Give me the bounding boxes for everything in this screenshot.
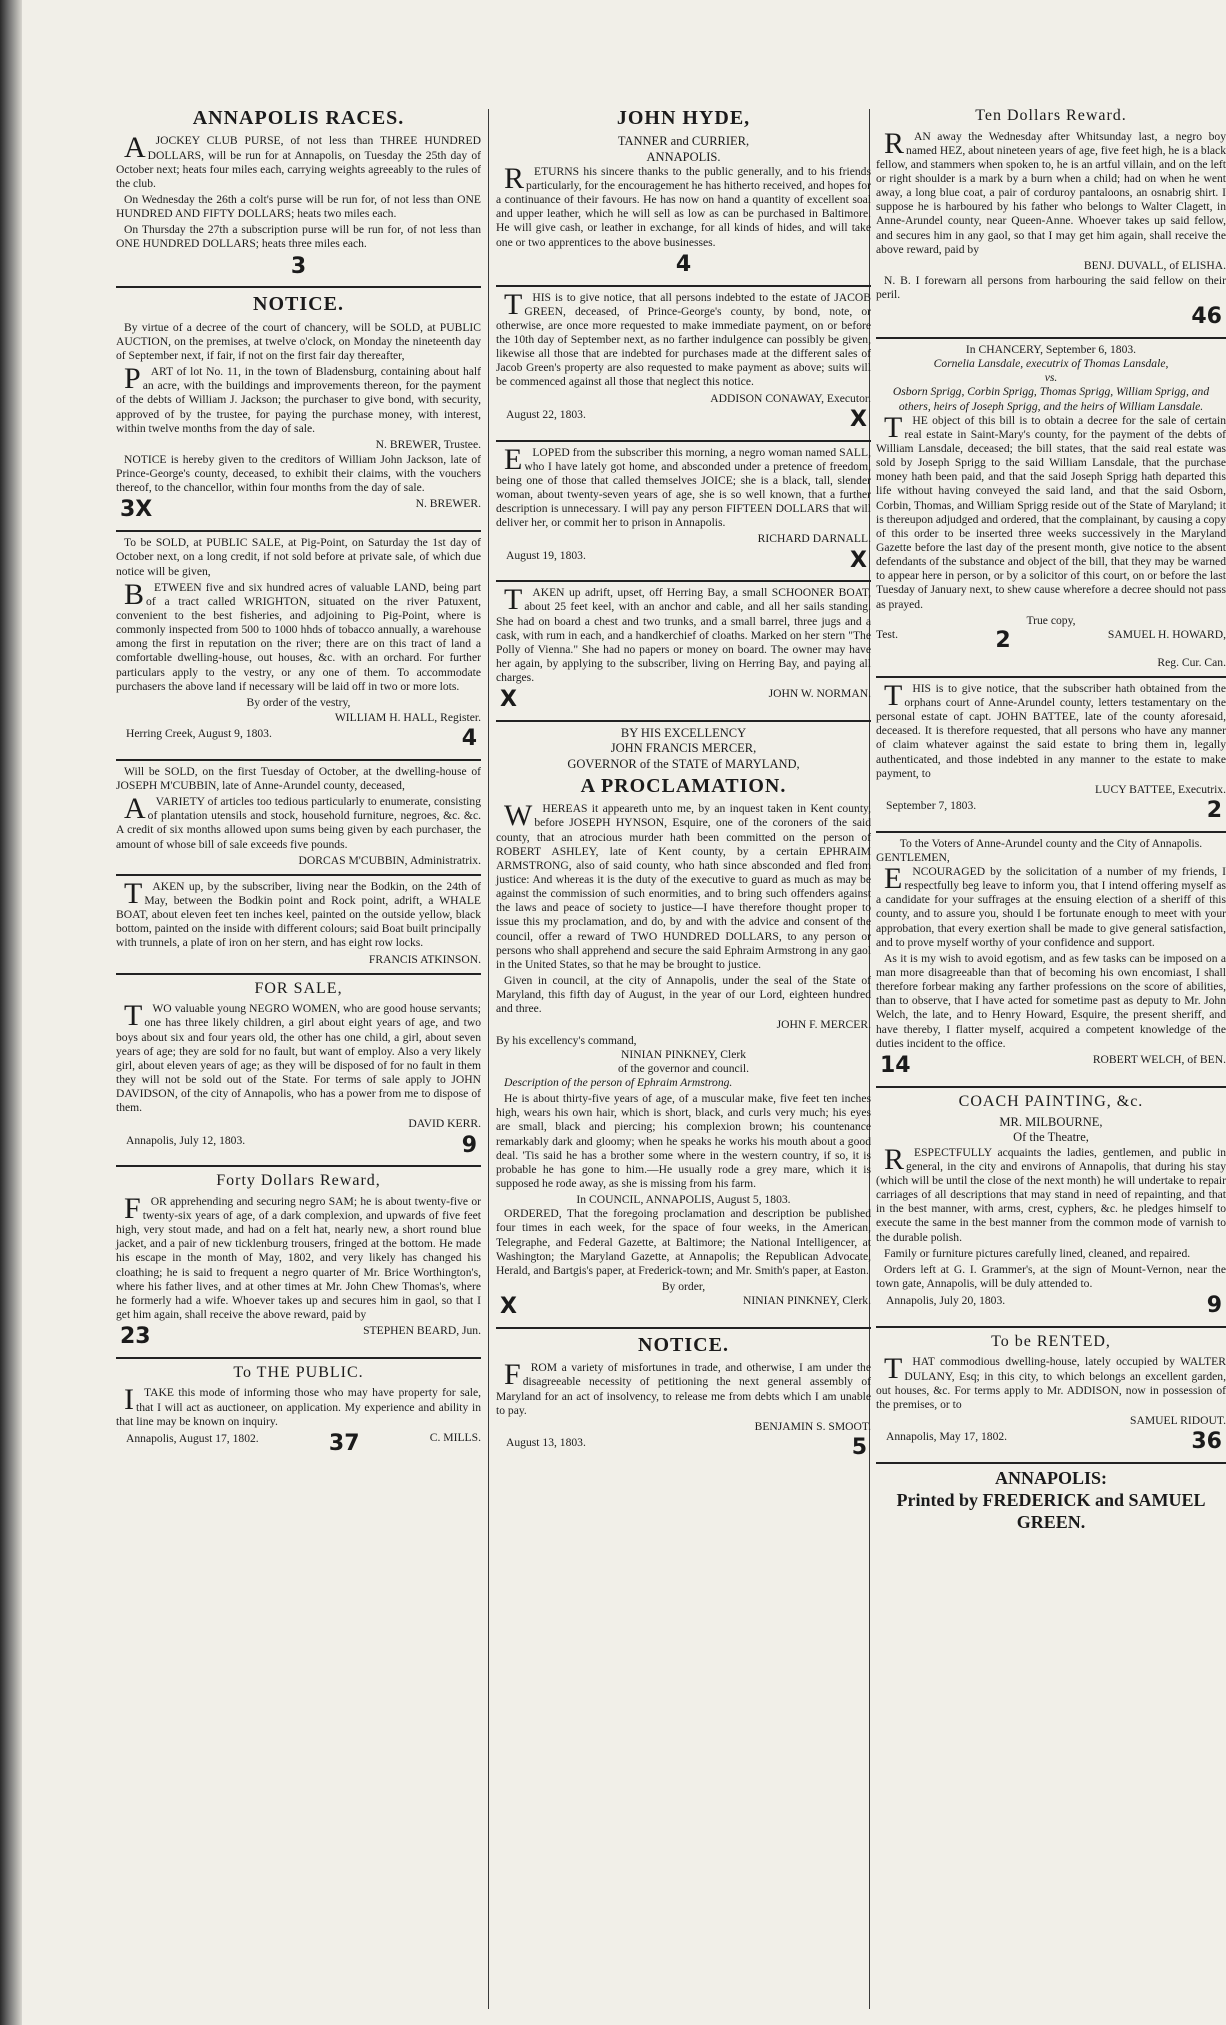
ad-text: FROM a variety of misfortunes in trade, and otherwise, I am under the disagreeable necessity of petitioning the next general assembly of Maryland for an act of insolvency, to release me from debts which I am unable to pay. bbox=[496, 1358, 871, 1417]
divider bbox=[496, 580, 871, 582]
ad-title: NOTICE. bbox=[638, 1333, 729, 1356]
ad-text: To be SOLD, at PUBLIC SALE, at Pig-Point, on Saturday the 1st day of October next, on a long credit, if not sold before at private sale, of which due notice will be given, bbox=[116, 536, 481, 578]
handwritten-mark: 14 bbox=[880, 1052, 911, 1078]
ad-subtitle: In CHANCERY, September 6, 1803. bbox=[965, 343, 1137, 357]
ad-text: Family or furniture pictures carefully lined, cleaned, and repaired. bbox=[884, 1246, 1191, 1260]
handwritten-mark: 2 bbox=[995, 627, 1011, 653]
ad-whale-boat bbox=[116, 876, 481, 967]
ad-eloped bbox=[496, 442, 871, 575]
ad-title: ANNAPOLIS RACES. bbox=[192, 107, 405, 129]
ad-date: August 13, 1803. bbox=[506, 1435, 586, 1449]
ad-title: FOR SALE, bbox=[254, 979, 343, 997]
signature: C. MILLS. bbox=[429, 1430, 481, 1444]
ad-text: By his excellency's command, bbox=[496, 1033, 637, 1047]
ad-text: ELOPED from the subscriber this morning, a negro woman named SALL, who I have lately got home, and absconded under a pretence of freedom, being one of those that called themselves JOICE; she is a black, tall, slender woman, about twenty-seven years of age, she is so well known, that a further description is unnecessary. I will pay any person FIFTEEN DOLLARS that will deliver her, or commit her to prison in Annapolis. bbox=[496, 442, 871, 530]
ad-text: NINIAN PINKNEY, Clerk bbox=[620, 1047, 747, 1061]
handwritten-mark: X bbox=[500, 1294, 517, 1320]
ad-text: ITAKE this mode of informing those who may have property for sale, that I will act as auctioneer, on application. My experience and ability in that line may be known on inquiry. bbox=[116, 1383, 481, 1428]
ad-coach-painting bbox=[876, 1092, 1226, 1320]
signature: DORCAS M'CUBBIN, Administratrix. bbox=[298, 853, 481, 867]
ad-subtitle: TANNER and CURRIER, bbox=[617, 134, 750, 149]
ad-subtitle: ANNAPOLIS. bbox=[646, 149, 721, 164]
divider bbox=[876, 1462, 1226, 1464]
signature: SAMUEL RIDOUT. bbox=[1130, 1414, 1226, 1428]
ad-date: Annapolis, May 17, 1802. bbox=[886, 1430, 1008, 1444]
signature: BENJAMIN S. SMOOT. bbox=[754, 1419, 871, 1433]
divider bbox=[876, 1326, 1226, 1328]
ad-date: Herring Creek, August 9, 1803. bbox=[126, 727, 272, 741]
ad-schooner-boat bbox=[496, 583, 871, 714]
signature: N. BREWER, Trustee. bbox=[375, 437, 481, 451]
handwritten-mark: X bbox=[850, 547, 867, 573]
ad-title: Ten Dollars Reward. bbox=[975, 107, 1127, 124]
divider bbox=[876, 337, 1226, 339]
signature: LUCY BATTEE, Executrix. bbox=[1095, 782, 1226, 796]
ad-john-hyde bbox=[496, 106, 871, 279]
ad-text: By order of the vestry, bbox=[246, 695, 351, 709]
divider bbox=[116, 1165, 481, 1167]
handwritten-mark: 3 bbox=[290, 253, 307, 279]
ad-chancery bbox=[876, 343, 1226, 670]
signature: JOHN F. MERCER. bbox=[776, 1018, 871, 1032]
ad-title: To THE PUBLIC. bbox=[233, 1363, 364, 1381]
ad-smoot-notice bbox=[496, 1333, 871, 1462]
ad-subtitle: Of the Theatre, bbox=[1013, 1130, 1089, 1145]
ad-text: THIS is to give notice, that the subscriber hath obtained from the orphans court of Anne-Arundel county, letters testamentary on the personal estate of capt. JOHN BATTEE, late of the county aforesaid, deceased. It is therefore requested, that all persons who have any manner of claim whatever against the said estate to bring them in, legally authenticated, and those indebted in any manner to the estate to make payment, to bbox=[876, 678, 1226, 780]
imprint-place: ANNAPOLIS: bbox=[994, 1468, 1107, 1488]
divider bbox=[876, 1086, 1226, 1088]
ad-text: By virtue of a decree of the court of chancery, will be SOLD, at PUBLIC AUCTION, on the premises, at twelve o'clock, on Monday the nineteenth day of September next, if fair, if not on the first fair day thereafter, bbox=[116, 320, 481, 363]
divider bbox=[496, 720, 871, 722]
ad-text: NOTICE is hereby given to the creditors of William John Jackson, late of Prince-George's county, deceased, to exhibit their claims, with the vouchers thereof, to the chancellor, within four months from the day of sale. bbox=[116, 453, 481, 495]
signature: WILLIAM H. HALL, Register. bbox=[334, 710, 481, 724]
ad-text: N. B. I forewarn all persons from harbouring the said fellow on their peril. bbox=[876, 273, 1226, 302]
handwritten-mark: X bbox=[500, 687, 517, 713]
handwritten-mark: 3X bbox=[120, 497, 153, 523]
ad-for-sale bbox=[116, 979, 481, 1160]
divider bbox=[116, 530, 481, 532]
ad-text: AVARIETY of articles too tedious particularly to enumerate, consisting of plantation utensils and stock, household furniture, negroes, &c. &c. A credit of six months allowed upon sums being given by each purchaser, the amount of whose bill of sale exceeds five pounds. bbox=[116, 792, 481, 851]
ad-subtitle: GOVERNOR of the STATE of MARYLAND, bbox=[567, 756, 800, 771]
handwritten-mark: 2 bbox=[1206, 797, 1222, 823]
ad-text: As it is my wish to avoid egotism, and as few tasks can be imposed on a man more disagreeable than that of becoming his own encomiast, I shall therefore forbear making any farther professions on the score of abilities, than to observe, that I have acted for sometime past as deputy to Mr. John Welch, the late, and to Henry Howard, Esquire, the present sheriff, and have thereby, I flatter myself, acquired a competent knowledge of the duties incident to the office. bbox=[876, 951, 1226, 1050]
ad-text: TAKEN up, by the subscriber, living near the Bodkin, on the 24th of May, between the Bodkin point and Rock point, adrift, a WHALE BOAT, about eleven feet ten inches keel, painted on the outside yellow, black bottom, painted on the inside with different colours; said Boat built principally with trunnels, a plate of iron on her stern, and has eight row locks. bbox=[116, 876, 481, 950]
signature: BENJ. DUVALL, of ELISHA. bbox=[1083, 258, 1226, 272]
divider bbox=[116, 973, 481, 975]
ad-text: By order, bbox=[661, 1279, 706, 1293]
divider bbox=[116, 286, 481, 288]
ad-text: GENTLEMEN, bbox=[876, 850, 950, 864]
divider bbox=[116, 759, 481, 761]
signature: DAVID KERR. bbox=[408, 1117, 481, 1131]
signature: NINIAN PINKNEY, Clerk. bbox=[743, 1294, 871, 1308]
divider bbox=[116, 874, 481, 876]
ad-title: A PROCLAMATION. bbox=[580, 774, 787, 797]
ad-date: Annapolis, August 17, 1802. bbox=[126, 1431, 259, 1445]
handwritten-mark: 9 bbox=[461, 1132, 477, 1158]
ad-date: September 7, 1803. bbox=[886, 798, 977, 812]
divider bbox=[496, 285, 871, 287]
ad-subtitle: Description of the person of Ephraim Armstrong. bbox=[504, 1075, 733, 1089]
ad-text: Given in council, at the city of Annapolis, under the seal of the State of Maryland, this fifth day of August, in the year of our Lord, eighteen hundred and three. bbox=[496, 973, 871, 1016]
handwritten-mark: 23 bbox=[120, 1324, 151, 1350]
ad-text: ENCOURAGED by the solicitation of a number of my friends, I respectfully beg leave to inform you, that I intend offering myself as a candidate for your suffrages at the ensuing election of a sheriff of this county, and to assure you, should I be fortunate enough to meet with your approbation, that every exertion shall be made to give general satisfaction, and to prove myself worthy of your confidence and support. bbox=[876, 862, 1226, 949]
ad-text: Cornelia Lansdale, executrix of Thomas Lansdale, bbox=[933, 357, 1169, 371]
ad-text: Will be SOLD, on the first Tuesday of October, at the dwelling-house of JOSEPH M'CUBBIN, late of Anne-Arundel county, deceased, bbox=[116, 764, 481, 793]
handwritten-mark: 36 bbox=[1191, 1429, 1222, 1455]
ad-text: BETWEEN five and six hundred acres of valuable LAND, being part of a tract called WRIGHTON, situated on the river Patuxent, convenient to the best fisheries, and adjoining to Pig-Point, where is commonly inspected from 500 to 1000 hhds of tobacco annually, a warehouse among the first in reputation on the river; there are on this tract of land a comfortable dwelling-house, out houses, &c. with an orchard. For further particulars apply to the vestry, or any one of them. To accommodate purchasers the above land if necessary will be laid off in two or more lots. bbox=[116, 577, 481, 693]
ad-date: Annapolis, July 12, 1803. bbox=[126, 1133, 246, 1147]
ad-text: FOR apprehending and securing negro SAM; he is about twenty-five or twenty-six years of age, of a dark complexion, and upwards of five feet high, very stout made, and had on a felt hat, nearly new, a short round blue jacket, and a pair of new ticklenburg trousers, fringed at the bottom. He made his escape in the month of May, 1802, and very likely has changed his cloathing; he is said to frequent a negro quarter of Mr. Brice Worthington's, where his father lives, and at other times at Mr. John Chew Thomas's, where he formerly had a wife. Whoever takes up and secures him in gaol, so that I get him again, shall receive the above reward, paid by bbox=[116, 1191, 481, 1321]
divider bbox=[496, 1327, 871, 1329]
signature: SAMUEL H. HOWARD, bbox=[1107, 627, 1226, 641]
ad-text: vs. bbox=[1044, 371, 1058, 385]
signature: ROBERT WELCH, of BEN. bbox=[1092, 1052, 1226, 1066]
divider bbox=[496, 440, 871, 442]
ad-to-the-public bbox=[116, 1363, 481, 1458]
ad-text: THAT commodious dwelling-house, lately occupied by WALTER DULANY, Esq; in this city, to which belongs an excellent garden, out houses, &c. For terms apply to Mr. ADDISON, now in possession of the premises, or to bbox=[876, 1352, 1226, 1411]
ad-mccubbin-sale bbox=[116, 765, 481, 868]
divider bbox=[876, 676, 1226, 678]
imprint-printer: Printed by FREDERICK and SAMUEL GREEN. bbox=[896, 1489, 1206, 1532]
handwritten-mark: 4 bbox=[675, 251, 692, 277]
ad-text: WHEREAS it appeareth unto me, by an inquest taken in Kent county, before JOSEPH HYNSON, Esquire, one of the coroners of the said county, that an atrocious murder hath been committed on the person of ROBERT ASHLEY, late of Kent county, by a certain EPHRAIM ARMSTRONG, also of said county, who hath since absconded and fled from justice: And whereas it is the duty of the executive to guard as much as may be against the commission of such enormities, and to bring such offenders against the laws and peace of society to justice—I have therefore thought proper to issue this my proclamation, and do, by and with the advice and consent of the council, offer a reward of TWO HUNDRED DOLLARS, to any person or persons who shall apprehend and secure the said Ephraim Armstrong in any gaol in the United States, so that he may be brought to justice. bbox=[496, 799, 871, 971]
ad-text: RESPECTFULLY acquaints the ladies, gentlemen, and public in general, in the city and environs of Annapolis, that during his stay (which will be until the close of the next month) he will undertake to repair carriages of all descriptions that may stand in need of repainting, and that in the best manner, with arms, crest, cyphers, &c. he pledges himself to execute the same in the best manner from the common mode of varnish to the durable polish. bbox=[876, 1142, 1226, 1244]
signature: STEPHEN BEARD, Jun. bbox=[363, 1324, 481, 1338]
ad-text: Orders left at G. I. Grammer's, at the sign of Mount-Vernon, near the town gate, Annapolis, will be duly attended to. bbox=[876, 1262, 1226, 1290]
ad-text: TWO valuable young NEGRO WOMEN, who are good house servants; one has three likely children, a girl about eight years of age, and two boys about six and four years old, the other has one child, a girl, about seven years of age; they are sold for no fault, but want of employ. Also a very likely girl, about eleven years of age; as they will be disposed of for no fault in them they will not be sold out of the State. For terms of sale apply to JOHN DAVIDSON, of the city of Annapolis, who has a power from me to dispose of them. bbox=[116, 999, 481, 1115]
signature: ADDISON CONAWAY, Executor. bbox=[710, 391, 871, 405]
ad-text: Osborn Sprigg, Corbin Sprigg, Thomas Sprigg, William Sprigg, and others, heirs of Joseph Sprigg, and the heirs of William Lansdale. bbox=[892, 385, 1210, 413]
handwritten-mark: 5 bbox=[851, 1434, 867, 1460]
ad-battee-estate bbox=[876, 678, 1226, 825]
ad-text: THIS is to give notice, that all persons indebted to the estate of JACOB GREEN, deceased, of Prince-George's county, by bond, note, or otherwise, are once more requested to make immediate payment, on or before the 10th day of September next, as no farther indulgence can possibly be given, likewise all those that are indebted for purchases made at the different sales of Jacob Green's property are also requested to make payment as above; suits will be commenced against all those that neglect this notice. bbox=[496, 287, 871, 389]
ad-title: To be RENTED, bbox=[991, 1332, 1111, 1350]
newspaper-page bbox=[26, 14, 1226, 2014]
signature: Reg. Cur. Can. bbox=[1157, 655, 1226, 669]
ad-text: PART of lot No. 11, in the town of Bladensburg, containing about half an acre, with the buildings and improvements thereon, for the payment of the debts of William J. Jackson; the purchaser to give bond, with security, approved of by the trustee, for paying the purchase money, with interest, within twelve months from the day of sale. bbox=[116, 362, 481, 435]
ad-text: AJOCKEY CLUB PURSE, of not less than THREE HUNDRED DOLLARS, will be run for at Annapolis, on Tuesday the 25th day of October next; heats four miles each, carrying weights agreeably to the rules of the club. bbox=[116, 131, 481, 190]
signature: JOHN W. NORMAN. bbox=[768, 687, 871, 701]
ad-title: NOTICE. bbox=[253, 293, 344, 316]
ad-title: Forty Dollars Reward, bbox=[216, 1172, 381, 1190]
ad-subtitle: JOHN FRANCIS MERCER, bbox=[610, 741, 757, 756]
ad-to-the-voters bbox=[876, 837, 1226, 1080]
ad-proclamation bbox=[496, 726, 871, 1321]
handwritten-mark: 9 bbox=[1206, 1293, 1222, 1319]
ad-text: RAN away the Wednesday after Whitsunday last, a negro boy named HEZ, about nineteen years of age, five feet high, he is a black fellow, and stammers when spoken to, he is an artful villain, and on the left or right shoulder is a mark by a burn when a child; had on when he went away, a long blue coat, a pair of corduroy pantaloons, an osnabrig shirt. I suppose he is harboured by his father who belongs to Walter Clagett, in Anne-Arundel county, near Queen-Anne. Whoever takes up said fellow, and secures him in any gaol, so that I may get him again, shall receive the above reward, paid by bbox=[876, 126, 1226, 256]
ad-date: August 19, 1803. bbox=[506, 548, 586, 562]
handwritten-mark: X bbox=[850, 406, 867, 432]
binding-spine bbox=[0, 0, 22, 2025]
ad-to-be-rented bbox=[876, 1332, 1226, 1456]
ad-forty-dollars-reward bbox=[116, 1171, 481, 1351]
column-rule bbox=[488, 109, 489, 2009]
ad-text: of the governor and council. bbox=[617, 1061, 750, 1075]
ad-subtitle: To the Voters of Anne-Arundel county and the City of Annapolis. bbox=[899, 836, 1203, 850]
ad-text: TAKEN up adrift, upset, off Herring Bay, a small SCHOONER BOAT, about 25 feet keel, with an anchor and cable, and all her sails standing. She had on board a chest and two trunks, and a small barrel, three jugs and a cask, with rum in each, and a handkerchief of cloaths. Marked on her stern "The Polly of Vienna." She had no papers or money on board. The owner may have her again, by applying to the subscriber, living on Herring Bay, and paying all charges. bbox=[496, 583, 871, 685]
ad-text: ORDERED, That the foregoing proclamation and description be published four times in each week, for the space of four weeks, in the American, Telegraphe, and Federal Gazette, at Baltimore; the National Intelligencer, at Washington; the Maryland Gazette, at Annapolis; the Republican Advocate, Herald, and Bartgis's paper, at Frederick-town; and Mr. Smith's paper, at Easton. bbox=[496, 1207, 871, 1277]
ad-notice-brewer bbox=[116, 292, 481, 524]
divider bbox=[116, 1357, 481, 1359]
ad-title: COACH PAINTING, &c. bbox=[958, 1092, 1144, 1110]
ad-jacob-green-estate bbox=[496, 287, 871, 434]
ad-date: Annapolis, July 20, 1803. bbox=[886, 1294, 1006, 1308]
ad-pig-point-sale bbox=[116, 536, 481, 753]
signature: RICHARD DARNALL. bbox=[757, 532, 871, 546]
column-2 bbox=[496, 104, 871, 1468]
handwritten-mark: 46 bbox=[1191, 304, 1222, 330]
ad-ten-dollars-reward bbox=[876, 106, 1226, 331]
column-1 bbox=[116, 104, 481, 1464]
ad-subtitle: In COUNCIL, ANNAPOLIS, August 5, 1803. bbox=[576, 1193, 791, 1207]
ad-text: THE object of this bill is to obtain a decree for the sale of certain real estate in Saint-Mary's county, for the payment of the debts of William Lansdale, deceased; the bill states, that the said real estate was sold by Joseph Sprigg to the said William Lansdale, that the purchase money hath been paid, and that the said Joseph Sprigg hath departed this life without having conveyed the said land, and that the said Osborn, Corbin, Thomas, and William Sprigg reside out of the State of Maryland; it is thereupon adjudged and ordered, that the complainant, by causing a copy of this order to be inserted three weeks successively in the Maryland Gazette before the last day of the present month, give notice to the absent defendants of the substance and object of the bill, that they may be warned to appear here in person, or by a solicitor of this court, on or before the last Tuesday of January next, to shew cause wherefore a decree should not pass as prayed. bbox=[876, 410, 1226, 611]
signature: FRANCIS ATKINSON. bbox=[368, 952, 481, 966]
ad-annapolis-races bbox=[116, 106, 481, 280]
ad-text: On Thursday the 27th a subscription purse will be run for, of not less than ONE HUNDRED DOLLARS; heats three miles each. bbox=[116, 223, 481, 251]
ad-text: RETURNS his sincere thanks to the public generally, and to his friends particularly, for the encouragement he has hitherto received, and hopes for a continuance of their favours. He has now on hand a quantity of excellent soal and upper leather, which he will sell as low as can be purchased in Baltimore. He will give cash, or leather in exchange, for all kinds of hides, and will take one or two apprentices to the above businesses. bbox=[496, 161, 871, 249]
ad-text: Test. bbox=[876, 627, 899, 641]
ad-subtitle: BY HIS EXCELLENCY bbox=[620, 726, 747, 741]
divider bbox=[876, 831, 1226, 833]
handwritten-mark: 37 bbox=[328, 1430, 360, 1456]
ad-subtitle: MR. MILBOURNE, bbox=[999, 1115, 1103, 1130]
signature: N. BREWER. bbox=[415, 497, 481, 511]
ad-text: He is about thirty-five years of age, of a muscular make, five feet ten inches high, wears his own hair, which is short, black, and curls very much; his eyes are small, black and piercing; his complexion brown; his countenance remarkably dark and gloomy; when he speaks he works his mouth about a good deal. 'Tis said he has a brother some where in the western country, if so, it is probable he has gone to him.—He usually rode a grey mare, which it is supposed he rode away, as she is missing from his farm. bbox=[496, 1092, 871, 1190]
ad-title: JOHN HYDE, bbox=[616, 107, 751, 129]
ad-text: On Wednesday the 26th a colt's purse will be run for, of not less than ONE HUNDRED AND FIFTY DOLLARS; heats two miles each. bbox=[116, 192, 481, 221]
ad-date: August 22, 1803. bbox=[506, 407, 586, 421]
ad-text: True copy, bbox=[1026, 613, 1076, 627]
column-3 bbox=[876, 104, 1226, 1534]
handwritten-mark: 4 bbox=[461, 726, 477, 752]
printer-imprint bbox=[876, 1468, 1226, 1534]
